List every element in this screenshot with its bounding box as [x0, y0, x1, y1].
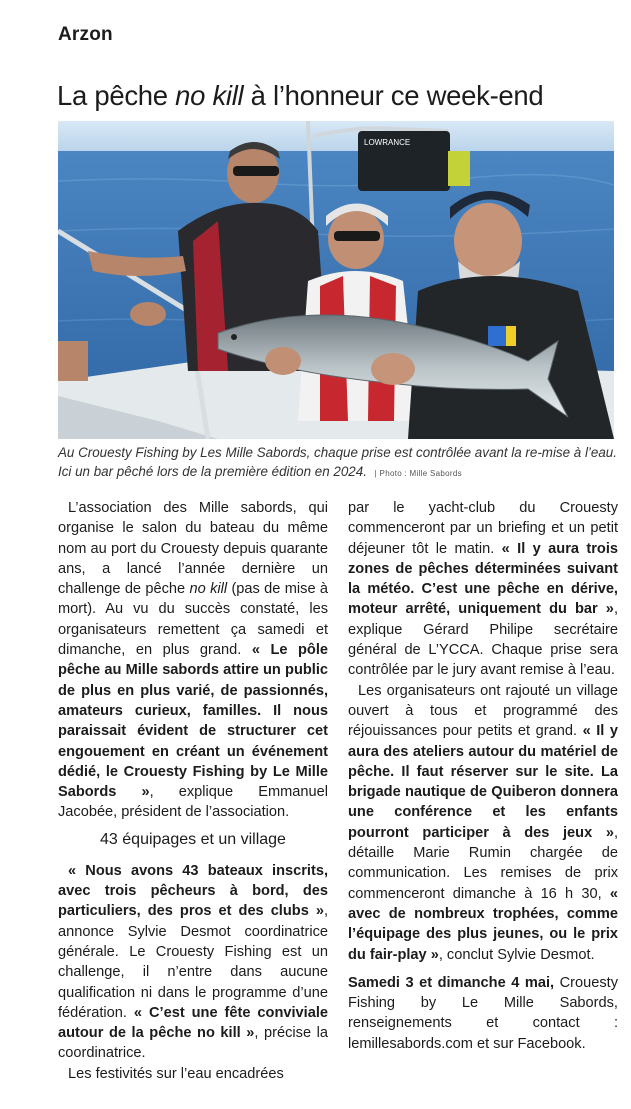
- paragraph: par le yacht-club du Crouesty commenceront par un briefing et un petit déjeuner tôt le matin. « Il y aura trois zones de pêches déterminées suivant la météo. C’est une pêche en dérive, moteur arrêté, uniquement du bar », explique Gérard Philipe secrétaire général de L’YCCA. Chaque prise sera contrôlée par le jury avant remise à l’eau.: [348, 500, 619, 679]
- article-column-right: [348, 498, 618, 1054]
- article-photo: [58, 121, 614, 439]
- paragraph: L’association des Mille sabords, qui organise le salon du bateau du même nom au port du Crouesty depuis quarante ans, a lancé l’année dernière un challenge de pêche no kill (pas de mise à mort). Au vu du succès constaté, les organisateurs remettent ça samedi et dimanche, en plus grand. « Le pôle pêche au Mille sabords attire un public de plus en plus varié, de passionnés, amateurs curieux, familles. Il nous paraissait évident de structurer cet engouement en créant un événement dédié, le Crouesty Fishing by Le Mille Sabords », explique Emmanuel Jacobée, président de l’association.: [58, 500, 329, 821]
- article-column-left: [58, 498, 328, 1084]
- caption-text: Au Crouesty Fishing by Les Mille Sabords, chaque prise est contrôlée avant la re-mise à l’eau. Ici un bar pêché lors de la première édition en 2024.: [58, 445, 617, 479]
- paragraph: Les festivités sur l’eau encadrées: [68, 1065, 284, 1082]
- paragraph: Les organisateurs ont rajouté un village ouvert à tous et programmé des réjouissances pour petits et grand. « Il y aura des ateliers autour du matériel de pêche. Il faut réserver sur le site. La brigade nautique de Quiberon donnera une conférence et les enfants pourront participer à des jeux », détaille Marie Rumin chargée de communication. Les remises de prix commenceront dimanche à 16 h 30, « avec de nombreux trophées, comme l’équipage des plus jeunes, ou le prix du fair-play », conclut Sylvie Desmot.: [348, 682, 618, 963]
- article-headline: La pêche no kill à l’honneur ce week-end: [57, 80, 544, 112]
- photo-caption: [58, 443, 618, 483]
- section-subheading: 43 équipages et un village: [100, 830, 286, 848]
- event-info: Samedi 3 et dimanche 4 mai, Crouesty Fishing by Le Mille Sabords, renseignements et contact : lemillesabords.com et sur Facebook.: [348, 974, 619, 1052]
- boat-label: LOWRANCE: [364, 138, 411, 147]
- locality-label: Arzon: [58, 24, 113, 45]
- photo-credit: | Photo : Mille Sabords: [374, 469, 462, 478]
- photo-fishermen-holding-sea-bass: [58, 121, 614, 439]
- paragraph: « Nous avons 43 bateaux inscrits, avec trois pêcheurs à bord, des particuliers, des pros et des clubs », annonce Sylvie Desmot coordinatrice générale. Le Crouesty Fishing est un challenge, il n’entre dans aucune qualification ni dans le programme d’une fédération. « C’est une fête conviviale autour de la pêche no kill », précise la coordinatrice.: [58, 862, 328, 1062]
